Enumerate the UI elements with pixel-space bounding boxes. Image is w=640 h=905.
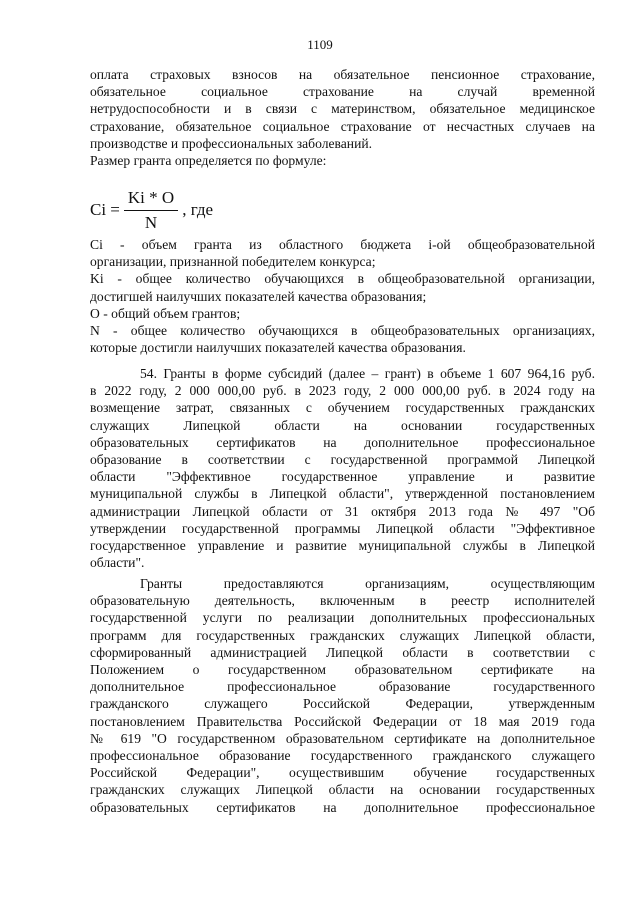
definition-line: N - общее количество обучающихся в общеобразовательных организациях, xyxy=(90,323,595,339)
text-line: служащих Липецкой области на основании государственных xyxy=(90,417,595,433)
definition-line: Ci - объем гранта из областного бюджета i-ой общеобразовательной xyxy=(90,237,595,252)
text-line: 54. Гранты в форме субсидий (далее – грант) в объеме 1 607 964,16 руб. xyxy=(140,366,595,381)
text-line: обязательное социальное страхование на случай временной xyxy=(90,84,595,100)
formula-lhs: Ci = xyxy=(90,200,120,219)
text-line: образование в соответствии с государственной программой Липецкой xyxy=(90,452,595,468)
text-line: утверждении государственной программы Липецкой области "Эффективное xyxy=(90,520,595,536)
text-line: гражданских служащих Липецкой области на основании государственных xyxy=(90,782,595,798)
text-line: Российской Федерации", осуществившим обучение государственных xyxy=(90,765,595,781)
text-line: образовательных сертификатов на дополнительное профессиональное xyxy=(90,434,595,450)
text-line: государственной услуги по реализации дополнительных профессиональных xyxy=(90,610,595,626)
text-line: администрации Липецкой области от 31 октября 2013 года № 497 "Об xyxy=(90,503,595,519)
definition-line: Ki - общее количество обучающихся в общеобразовательной организации, xyxy=(90,271,595,287)
intro-paragraph xyxy=(90,66,595,169)
text-line: постановлением Правительства Российской Федерации от 18 мая 2019 года xyxy=(90,713,595,729)
page-number: 1109 xyxy=(307,37,333,52)
text-line: возмещение затрат, связанных с обучением государственных гражданских xyxy=(90,400,595,416)
text-line: государственное управление и развитие муниципальной службы в Липецкой xyxy=(90,538,595,554)
text-line: сформированный администрацией Липецкой области в соответствии с xyxy=(90,644,595,660)
text-line: оплата страховых взносов на обязательное пенсионное страхование, xyxy=(90,67,595,82)
definition-line: достигшей наилучших показателей качества образования; xyxy=(90,288,427,304)
text-line: Размер гранта определяется по формуле: xyxy=(90,153,327,169)
formula-denominator: N xyxy=(144,212,158,232)
text-line: в 2022 году, 2 000 000,00 руб. в 2023 году, 2 000 000,00 руб. в 2024 году на xyxy=(90,383,595,399)
paragraph-grants xyxy=(90,575,595,816)
formula-numerator: Ki * O xyxy=(124,188,178,211)
text-line: нетрудоспособности и в связи с материнством, обязательное медицинское xyxy=(90,101,595,117)
definition-line: О - общий объем грантов; xyxy=(90,305,241,321)
text-line: № 619 "О государственном образовательном сертификате на дополнительное xyxy=(90,730,595,746)
text-line: программ для государственных гражданских служащих Липецкой области, xyxy=(90,627,595,643)
text-line: страхование, обязательное социальное страхование от несчастных случаев на xyxy=(90,118,595,134)
text-line: Гранты предоставляются организациям, осуществляющим xyxy=(140,576,595,591)
formula-suffix: , где xyxy=(182,200,214,219)
text-line: области "Эффективное государственное управление и развитие xyxy=(90,469,595,485)
text-line: образовательных сертификатов на дополнительное профессиональное xyxy=(90,799,595,815)
text-line: производстве и профессиональных заболеваний. xyxy=(90,135,373,151)
text-line: области". xyxy=(90,555,145,571)
text-line: муниципальной службы в Липецкой области", утвержденной постановлением xyxy=(90,486,595,502)
text-line: гражданского служащего Российской Федерации, утвержденным xyxy=(90,696,595,712)
text-line: Положением о государственном образовательном сертификате на xyxy=(90,662,595,678)
text-line: образовательную деятельность, включенным в реестр исполнителей xyxy=(90,593,595,609)
grant-formula xyxy=(90,185,213,235)
text-line: профессиональное образование государственного гражданского служащего xyxy=(90,748,595,764)
formula-fraction xyxy=(124,188,178,233)
paragraph-54 xyxy=(90,365,595,571)
definition-line: организации, признанной победителем конкурса; xyxy=(90,254,376,270)
text-line: дополнительное профессиональное образование государственного xyxy=(90,679,595,695)
definitions-list xyxy=(90,236,595,356)
definition-line: которые достигли наилучших показателей качества образования. xyxy=(90,340,466,356)
